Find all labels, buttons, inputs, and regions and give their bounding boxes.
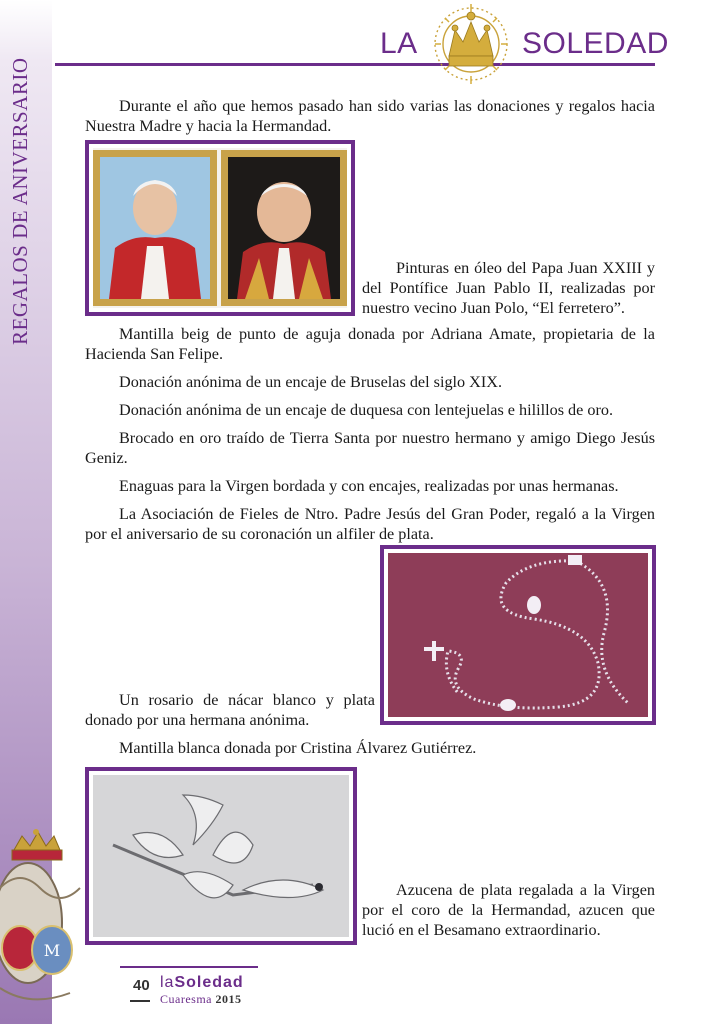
crown-emblem-icon [425, 2, 517, 86]
donation-item-text: Mantilla beig de punto de aguja donada por Adriana Amate, propietaria de la Hacienda San Felipe. [85, 325, 655, 363]
paintings-caption [362, 258, 655, 318]
brand-la: LA [380, 27, 418, 60]
paintings-photo [85, 140, 355, 316]
magazine-prefix: la [160, 974, 175, 991]
donation-item-text: Donación anónima de un encaje de Bruselas del siglo XIX. [119, 373, 502, 391]
donation-item-text: Mantilla blanca donada por Cristina Álvarez Gutiérrez. [119, 739, 477, 757]
donation-item [85, 738, 655, 758]
popes-paintings-image [93, 148, 347, 308]
silver-lily-image [93, 775, 349, 937]
donation-item-text: La Asociación de Fieles de Ntro. Padre Jesús del Gran Poder, regaló a la Virgen por el aniversario de su coronación un alfiler de plata. [85, 505, 655, 543]
lily-caption [362, 880, 655, 940]
page-number-underline [130, 1000, 150, 1002]
svg-text:M: M [43, 941, 61, 960]
donation-item [85, 324, 655, 364]
rosary-photo [380, 545, 656, 725]
issue-season: Cuaresma [160, 992, 212, 1006]
brand-soledad: SOLEDAD [522, 27, 669, 60]
donation-item [85, 428, 655, 468]
intro-text: Durante el año que hemos pasado han sido varias las donaciones y regalos hacia Nuestra Madre y hacia la Hermandad. [85, 97, 655, 135]
footer-rule [120, 966, 258, 968]
donation-item-text: Donación anónima de un encaje de duquesa con lentejuelas e hilillos de oro. [119, 401, 614, 419]
issue-label [160, 992, 241, 1007]
rosary-caption [85, 690, 375, 730]
lily-photo [85, 767, 357, 945]
header-rule [55, 63, 655, 66]
donation-item-text: Brocado en oro traído de Tierra Santa por nuestro hermano y amigo Diego Jesús Geniz. [85, 429, 655, 467]
donation-item [85, 476, 655, 496]
donation-item [85, 372, 655, 392]
section-title: REGALOS DE ANIVERSARIO [8, 57, 32, 345]
magazine-title: Soledad [174, 974, 244, 991]
donation-item-text: Enaguas para la Virgen bordada y con encajes, realizadas por unas hermanas. [119, 477, 619, 495]
lily-caption-text: Azucena de plata regalada a la Virgen por el coro de la Hermandad, azucen que lució en el Besamano extraordinario. [362, 881, 655, 939]
rosary-image [388, 553, 648, 717]
issue-year: 2015 [215, 992, 242, 1006]
rosary-caption-text: Un rosario de nácar blanco y plata donado por una hermana anónima. [85, 691, 375, 729]
paintings-caption-text: Pinturas en óleo del Papa Juan XXIII y del Pontífice Juan Pablo II, realizadas por nuestro vecino Juan Polo, “El ferretero”. [362, 259, 655, 317]
donation-item [85, 504, 655, 544]
donation-item [85, 400, 655, 420]
intro-paragraph [85, 96, 655, 136]
magazine-name [160, 974, 244, 992]
page-number: 40 [133, 977, 150, 994]
